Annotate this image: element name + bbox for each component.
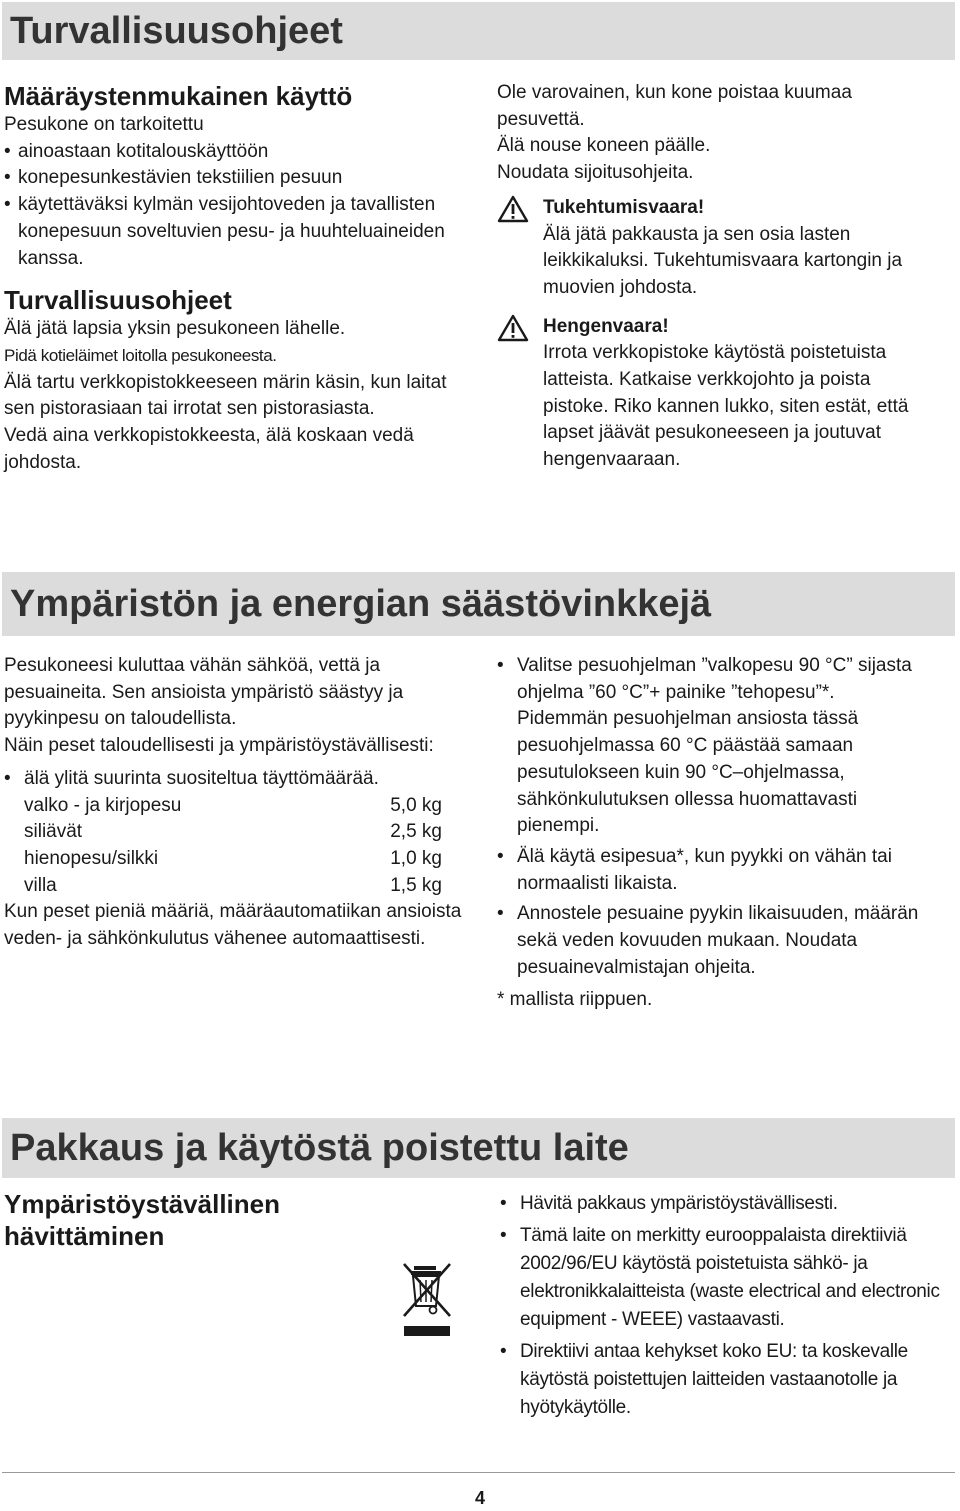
safety-line: Pidä kotieläimet loitolla pesukoneesta. xyxy=(4,345,277,365)
disposal-left-column xyxy=(4,1188,344,1252)
environment-outro: Kun peset pieniä määriä, määräautomatiikan ansioista veden- ja sähkönkulutus vähenee automaattisesti. xyxy=(4,901,462,950)
warning-triangle-icon xyxy=(497,195,529,223)
warning-title: Hengenvaara! xyxy=(543,315,669,337)
page-number: 4 xyxy=(474,1488,485,1508)
load-value: 2,5 kg xyxy=(390,821,442,843)
safety-line: Älä jätä lapsia yksin pesukoneen lähelle. xyxy=(4,318,346,340)
warning-title: Tukehtumisvaara! xyxy=(543,196,705,218)
safety-line: Älä nouse koneen päälle. xyxy=(497,135,711,157)
safety-left-column xyxy=(4,80,464,476)
environment-right-column xyxy=(497,653,927,1014)
disposal-right-column xyxy=(500,1190,956,1422)
safety-line: Noudata sijoitusohjeita. xyxy=(497,162,694,184)
section-title-environment: Ympäristön ja energian säästövinkkejä xyxy=(2,572,955,636)
warning-suffocation xyxy=(497,195,937,302)
environment-bullet: • älä ylitä suurinta suositeltua täyttömäärää. xyxy=(4,766,474,793)
warning-triangle-icon xyxy=(497,314,529,342)
heading-disposal: Ympäristöystävällinen hävittäminen xyxy=(4,1189,280,1251)
intended-use-bullet: • ainoastaan kotitalouskäyttöön xyxy=(4,139,464,166)
load-value: 1,5 kg xyxy=(390,874,442,896)
environment-intro: Näin peset taloudellisesti ja ympäristöystävällisesti: xyxy=(4,735,434,757)
environment-left-column xyxy=(4,653,474,953)
footer-rule xyxy=(2,1472,955,1473)
disposal-bullet: • Hävitä pakkaus ympäristöystävällisesti. xyxy=(500,1190,956,1218)
load-label: valko - ja kirjopesu xyxy=(24,794,182,816)
environment-tip: • Valitse pesuohjelman ”valkopesu 90 °C” sijasta ohjelma ”60 °C”+ painike ”tehopesu”*. Pidemmän pesuohjelman ansiosta tässä pesuohjelmassa 60 °C päästää samaan pesutulokseen kuin 90 °C–ohjelmassa, sähkönkulutuksen ollessa huomattavasti pienempi. xyxy=(497,653,927,840)
intended-use-bullet: • käytettäväksi kylmän vesijohtoveden ja tavallisten konepesuun soveltuvien pesu- ja huuhteluaineiden kanssa. xyxy=(4,192,464,272)
section-title-safety: Turvallisuusohjeet xyxy=(2,2,955,60)
crossed-out-wheelie-bin-icon xyxy=(400,1262,456,1342)
intended-use-bullet: • konepesunkestävien tekstiilien pesuun xyxy=(4,165,464,192)
load-row xyxy=(4,819,442,846)
footnote: * mallista riippuen. xyxy=(497,989,653,1011)
warning-text: Irrota verkkopistoke käytöstä poistetuista latteista. Katkaise verkkojohto ja poista pistoke. Riko kannen lukko, siten estät, että lapset jäävät pesukoneeseen ja joutuvat hengenvaaraan. xyxy=(543,342,909,471)
load-value: 5,0 kg xyxy=(390,794,442,816)
safety-line: Vedä aina verkkopistokkeesta, älä koskaan vedä johdosta. xyxy=(4,425,414,473)
environment-tip: • Älä käytä esipesua*, kun pyykki on vähän tai normaalisti likaista. xyxy=(497,844,927,897)
safety-line: Älä tartu verkkopistokkeeseen märin käsin, kun laitat sen pistorasiaan tai irrotat sen pistorasiasta. xyxy=(4,371,447,420)
heading-safety: Turvallisuusohjeet xyxy=(4,285,232,316)
warning-danger-to-life xyxy=(497,314,937,474)
load-label: villa xyxy=(24,874,57,896)
disposal-bullet: • Direktiivi antaa kehykset koko EU: ta koskevalle käytöstä poistettujen laitteiden vastaanotolle ja hyötykäytölle. xyxy=(500,1338,956,1422)
intended-use-intro: Pesukone on tarkoitettu xyxy=(4,114,204,135)
safety-line: Ole varovainen, kun kone poistaa kuumaa pesuvettä. xyxy=(497,82,852,130)
load-label: siliävät xyxy=(24,821,83,843)
load-value: 1,0 kg xyxy=(390,847,442,869)
heading-intended-use: Määräystenmukainen käyttö xyxy=(4,81,353,111)
load-row xyxy=(4,793,442,820)
section-title-disposal: Pakkaus ja käytöstä poistettu laite xyxy=(2,1118,955,1178)
load-label: hienopesu/silkki xyxy=(24,847,159,869)
load-row xyxy=(4,873,442,900)
load-row xyxy=(4,846,442,873)
warning-text: Älä jätä pakkausta ja sen osia lasten leikkikaluksi. Tukehtumisvaara kartongin ja muovien johdosta. xyxy=(543,223,903,298)
environment-tip: • Annostele pesuaine pyykin likaisuuden, määrän sekä veden kovuuden mukaan. Noudata pesuainevalmistajan ohjeita. xyxy=(497,901,927,981)
environment-intro: Pesukoneesi kuluttaa vähän sähköä, vettä ja pesuaineita. Sen ansioista ympäristö säästyy ja pyykinpesu on taloudellista. xyxy=(4,655,404,730)
safety-right-column xyxy=(497,80,937,474)
disposal-bullet: • Tämä laite on merkitty eurooppalaista direktiiviä 2002/96/EU käytöstä poistetuista sähkö- ja elektronikkalaitteista (waste electrical and electronic equipment - WEEE) vastaavasti. xyxy=(500,1222,956,1334)
